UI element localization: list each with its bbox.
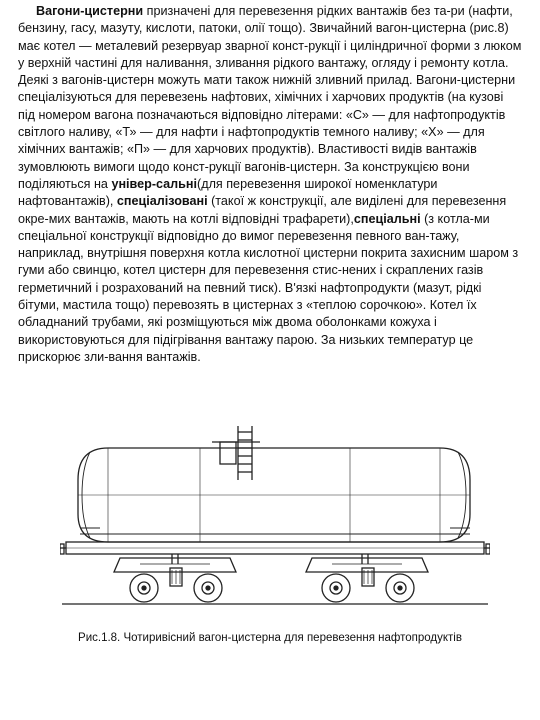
paragraph-text-3: (такої ж конструкції, але виділені для перевезення окре-мих вантажів, мають на котлі відповідні трафарети), <box>18 194 507 226</box>
tank-car-drawing <box>60 418 490 614</box>
bogie-right <box>306 558 428 602</box>
term-specialized: спеціалізовані <box>116 194 208 209</box>
paragraph-text-2: (для перевезення широкої номенклатури нафтовантажів), <box>18 176 438 209</box>
tank-barrel <box>78 448 470 542</box>
paragraph-text-4: (з котла-ми спеціальної конструкції відповідно до вимог перевезення певного ван-тажу, наприклад, внутрішня поверхня котла кислотної цистерни покрита захисним шаром з гуми або свинцю, котел цистерн для перевезення стис-нених і скраплених газів герметичний і розрахований на певний тиск). В'язкі нафтопродукти (мазут, рідкі бітуми, мастила тощо) перевозять в цистернах з «теплою сорочкою». Котел їх обладнаний трубами, які розміщуються між двома оболонками кожуха і використовуються для підігрівання вантажу парою. За низьких температур це прискорює зли-вання вантажів. <box>18 211 519 364</box>
underframe <box>60 542 490 564</box>
body-paragraph <box>18 3 523 366</box>
bogie-left <box>114 558 236 602</box>
figure-caption: Рис.1.8. Чотиривісний вагон-цистерна для перевезення нафтопродуктів <box>78 632 462 644</box>
term-universal: універ-сальні <box>111 176 198 191</box>
term-special: спеціальні <box>353 211 421 226</box>
handrails <box>80 528 470 534</box>
paragraph-text-1: призначені для перевезення рідких вантажів без та-ри (нафти, бензину, гасу, мазуту, кислоти, патоки, олії тощо). Звичайний вагон-цистерна (рис.8) має котел — металевий резервуар зварної конст-рукції і циліндричної форми з люком у верхній частині для наливання, зливання рідкого вантажу, огляду і ремонту котла. Деякі з вагонів-цистерн можуть мати також нижній зливний прилад. Вагони-цистерни спеціалізуються для перевезень нафтових, хімічних і харчових продуктів (на кузові під номером вагона позначаються відповідно літерами: «С» — для нафтопродуктів світлого наливу, «Т» — для нафти і нафтопродуктів темного наливу; «Х» — для хімічних вантажів; «П» — для харчових продуктів). Властивості видів вантажів зумовлюють вимоги щодо конст-рукції вагонів-цистерн. За конструкцією вони поділяються на <box>18 4 522 191</box>
term-tank-cars: Вагони-цистерни <box>36 4 144 18</box>
dome-ladder <box>212 426 260 480</box>
